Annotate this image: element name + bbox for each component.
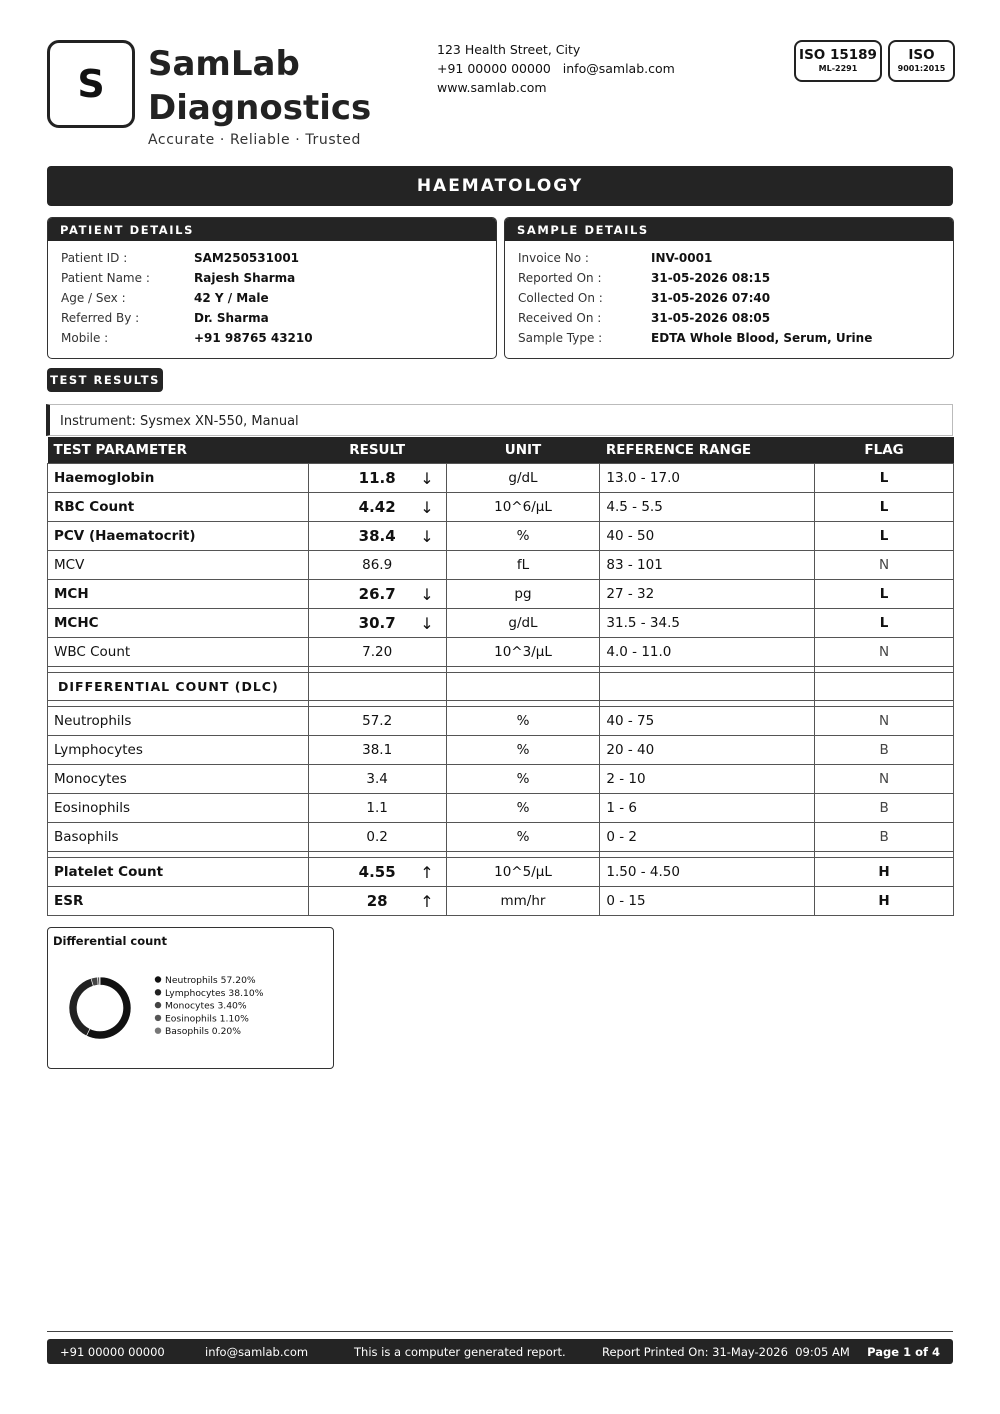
reference-range-cell: 20 - 40 [600, 736, 815, 765]
unit-cell: % [446, 794, 600, 823]
legend-item-neutrophils: Neutrophils 57.20% [165, 975, 256, 986]
result-value: 30.7 [358, 614, 396, 632]
lab-contact [437, 40, 675, 97]
field-label: Patient ID : [61, 251, 128, 265]
iso-15189-badge [794, 40, 882, 82]
field-label: Age / Sex : [61, 291, 126, 305]
table-row [48, 794, 954, 823]
arrow-down-icon: ↓ [420, 614, 434, 633]
flag-cell: L [815, 522, 954, 551]
table-row [48, 765, 954, 794]
test-parameter: WBC Count [48, 638, 309, 667]
iso-badge-sub: 9001:2015 [897, 64, 946, 73]
result-value: 38.1 [362, 742, 393, 758]
flag-cell: B [815, 736, 954, 765]
footer-note: This is a computer generated report. [354, 1345, 566, 1359]
arrow-down-icon: ↓ [420, 585, 434, 604]
lab-website: www.samlab.com [437, 80, 547, 95]
arrow-up-icon: ↑ [420, 863, 434, 882]
table-row [48, 736, 954, 765]
test-parameter: RBC Count [48, 493, 309, 522]
footer-bar [47, 1339, 953, 1364]
unit-cell: % [446, 736, 600, 765]
unit-cell: % [446, 707, 600, 736]
field-label: Invoice No : [518, 251, 589, 265]
lab-tagline: Accurate · Reliable · Trusted [148, 132, 362, 148]
unit-cell: 10^5/µL [446, 858, 600, 887]
result-value: 86.9 [362, 557, 393, 573]
lab-name-line2: Diagnostics [148, 88, 372, 128]
unit-cell: mm/hr [446, 887, 600, 916]
table-row [48, 823, 954, 852]
field-value: 31-05-2026 07:40 [651, 291, 771, 305]
col-header-unit: UNIT [446, 437, 600, 464]
dlc-heading: DIFFERENTIAL COUNT (DLC) [48, 673, 309, 701]
unit-cell: % [446, 823, 600, 852]
test-parameter: MCV [48, 551, 309, 580]
table-row [48, 522, 954, 551]
test-parameter: Haemoglobin [48, 464, 309, 493]
reference-range-cell: 13.0 - 17.0 [600, 464, 815, 493]
table-row [48, 551, 954, 580]
department-banner: HAEMATOLOGY [47, 166, 953, 206]
instrument-note: Instrument: Sysmex XN-550, Manual [46, 404, 953, 436]
field-label: Referred By : [61, 311, 140, 325]
test-parameter: Monocytes [48, 765, 309, 794]
flag-cell: N [815, 765, 954, 794]
field-value: EDTA Whole Blood, Serum, Urine [651, 331, 873, 345]
reference-range-cell: 83 - 101 [600, 551, 815, 580]
reference-range-cell: 4.5 - 5.5 [600, 493, 815, 522]
result-cell [308, 609, 446, 638]
legend-swatch [155, 1015, 161, 1021]
result-cell [308, 736, 446, 765]
legend-swatch [155, 1028, 161, 1034]
flag-cell: H [815, 858, 954, 887]
flag-cell: L [815, 609, 954, 638]
arrow-down-icon: ↓ [420, 498, 434, 517]
test-parameter: Neutrophils [48, 707, 309, 736]
reference-range-cell: 1.50 - 4.50 [600, 858, 815, 887]
footer-printed-on: Report Printed On: 31-May-2026 09:05 AM [602, 1345, 850, 1359]
flag-cell: L [815, 580, 954, 609]
test-parameter: MCHC [48, 609, 309, 638]
field-label: Patient Name : [61, 271, 150, 285]
iso-badge-title: ISO [908, 47, 935, 63]
arrow-up-icon: ↑ [420, 892, 434, 911]
field-value: INV-0001 [651, 251, 713, 265]
field-value: SAM250531001 [194, 251, 300, 265]
reference-range-cell: 0 - 2 [600, 823, 815, 852]
unit-cell: g/dL [446, 464, 600, 493]
result-cell [308, 551, 446, 580]
field-value: 42 Y / Male [194, 291, 269, 305]
field-value: +91 98765 43210 [194, 331, 313, 345]
donut-slice-lymphocytes [69, 978, 93, 1036]
field-value: 31-05-2026 08:15 [651, 271, 771, 285]
reference-range-cell: 4.0 - 11.0 [600, 638, 815, 667]
unit-cell: % [446, 522, 600, 551]
flag-cell: N [815, 707, 954, 736]
differential-chart-card [47, 927, 334, 1069]
field-value: 31-05-2026 08:05 [651, 311, 771, 325]
legend-swatch [155, 1002, 161, 1008]
result-cell [308, 493, 446, 522]
result-value: 3.4 [366, 771, 388, 787]
unit-cell: pg [446, 580, 600, 609]
footer-page-number: Page 1 of 4 [867, 1345, 940, 1359]
flag-cell: L [815, 493, 954, 522]
result-cell [308, 794, 446, 823]
field-label: Mobile : [61, 331, 109, 345]
field-label: Collected On : [518, 291, 603, 305]
flag-cell: L [815, 464, 954, 493]
lab-phone-email: +91 00000 00000 info@samlab.com [437, 61, 675, 76]
result-value: 0.2 [366, 829, 388, 845]
sample-details-panel [504, 217, 954, 359]
col-header-parameter: TEST PARAMETER [48, 437, 309, 464]
flag-cell: H [815, 887, 954, 916]
test-parameter: Platelet Count [48, 858, 309, 887]
chart-title: Differential count [53, 934, 167, 948]
legend-swatch [155, 989, 161, 995]
result-cell [308, 858, 446, 887]
lab-address: 123 Health Street, City [437, 42, 581, 57]
field-label: Received On : [518, 311, 602, 325]
result-cell [308, 522, 446, 551]
test-parameter: MCH [48, 580, 309, 609]
patient-details-heading: PATIENT DETAILS [48, 218, 496, 241]
reference-range-cell: 40 - 75 [600, 707, 815, 736]
footer-rule [47, 1331, 953, 1332]
reference-range-cell: 0 - 15 [600, 887, 815, 916]
differential-donut-chart [48, 928, 328, 1063]
iso-badge-sub: ML-2291 [818, 64, 858, 73]
result-cell [308, 765, 446, 794]
table-row [48, 887, 954, 916]
reference-range-cell: 40 - 50 [600, 522, 815, 551]
flag-cell: B [815, 823, 954, 852]
field-value: Dr. Sharma [194, 311, 269, 325]
legend-item-monocytes: Monocytes 3.40% [165, 1000, 247, 1012]
result-value: 38.4 [358, 527, 396, 545]
table-row [48, 858, 954, 887]
unit-cell: fL [446, 551, 600, 580]
test-parameter: PCV (Haematocrit) [48, 522, 309, 551]
legend-item-lymphocytes: Lymphocytes 38.10% [165, 987, 264, 999]
sample-details-heading: SAMPLE DETAILS [505, 218, 953, 241]
result-cell [308, 580, 446, 609]
test-parameter: ESR [48, 887, 309, 916]
test-parameter: Lymphocytes [48, 736, 309, 765]
result-cell [308, 464, 446, 493]
flag-cell: N [815, 551, 954, 580]
result-value: 57.2 [362, 713, 393, 729]
iso-9001-badge [888, 40, 955, 82]
flag-cell: N [815, 638, 954, 667]
table-row [48, 580, 954, 609]
iso-badge-title: ISO 15189 [799, 47, 877, 63]
field-label: Sample Type : [518, 331, 603, 345]
unit-cell: g/dL [446, 609, 600, 638]
result-cell [308, 707, 446, 736]
legend-item-eosinophils: Eosinophils 1.10% [165, 1013, 249, 1025]
legend-swatch [155, 976, 161, 982]
dlc-heading-row [48, 673, 954, 701]
legend-item-basophils: Basophils 0.20% [165, 1026, 241, 1038]
footer-phone: +91 00000 00000 [60, 1345, 165, 1359]
footer-email: info@samlab.com [205, 1345, 309, 1359]
table-row [48, 707, 954, 736]
reference-range-cell: 1 - 6 [600, 794, 815, 823]
table-row [48, 638, 954, 667]
result-cell [308, 823, 446, 852]
result-cell [308, 887, 446, 916]
patient-details-panel [47, 217, 497, 359]
lab-logo [47, 40, 135, 128]
test-parameter: Eosinophils [48, 794, 309, 823]
unit-cell: 10^6/µL [446, 493, 600, 522]
field-value: Rajesh Sharma [194, 271, 296, 285]
table-row [48, 464, 954, 493]
arrow-down-icon: ↓ [420, 469, 434, 488]
reference-range-cell: 31.5 - 34.5 [600, 609, 815, 638]
results-table [47, 437, 954, 916]
result-value: 1.1 [366, 800, 388, 816]
result-value: 7.20 [362, 644, 393, 660]
field-label: Reported On : [518, 271, 602, 285]
table-row [48, 493, 954, 522]
result-value: 4.42 [358, 498, 396, 516]
result-value: 26.7 [358, 585, 396, 603]
table-row [48, 609, 954, 638]
flag-cell: B [815, 794, 954, 823]
unit-cell: % [446, 765, 600, 794]
logo-letter: S [77, 62, 105, 106]
result-cell [308, 638, 446, 667]
arrow-down-icon: ↓ [420, 527, 434, 546]
results-body [48, 464, 954, 916]
unit-cell: 10^3/µL [446, 638, 600, 667]
lab-name-line1: SamLab [148, 44, 300, 84]
col-header-range: REFERENCE RANGE [600, 437, 815, 464]
col-header-result: RESULT [308, 437, 446, 464]
result-value: 11.8 [358, 469, 396, 487]
test-parameter: Basophils [48, 823, 309, 852]
lab-name [148, 42, 371, 130]
reference-range-cell: 2 - 10 [600, 765, 815, 794]
test-results-tag: TEST RESULTS [47, 368, 163, 392]
col-header-flag: FLAG [815, 437, 954, 464]
result-value: 4.55 [358, 863, 396, 881]
result-value: 28 [366, 892, 388, 910]
reference-range-cell: 27 - 32 [600, 580, 815, 609]
results-header-row [48, 437, 954, 464]
